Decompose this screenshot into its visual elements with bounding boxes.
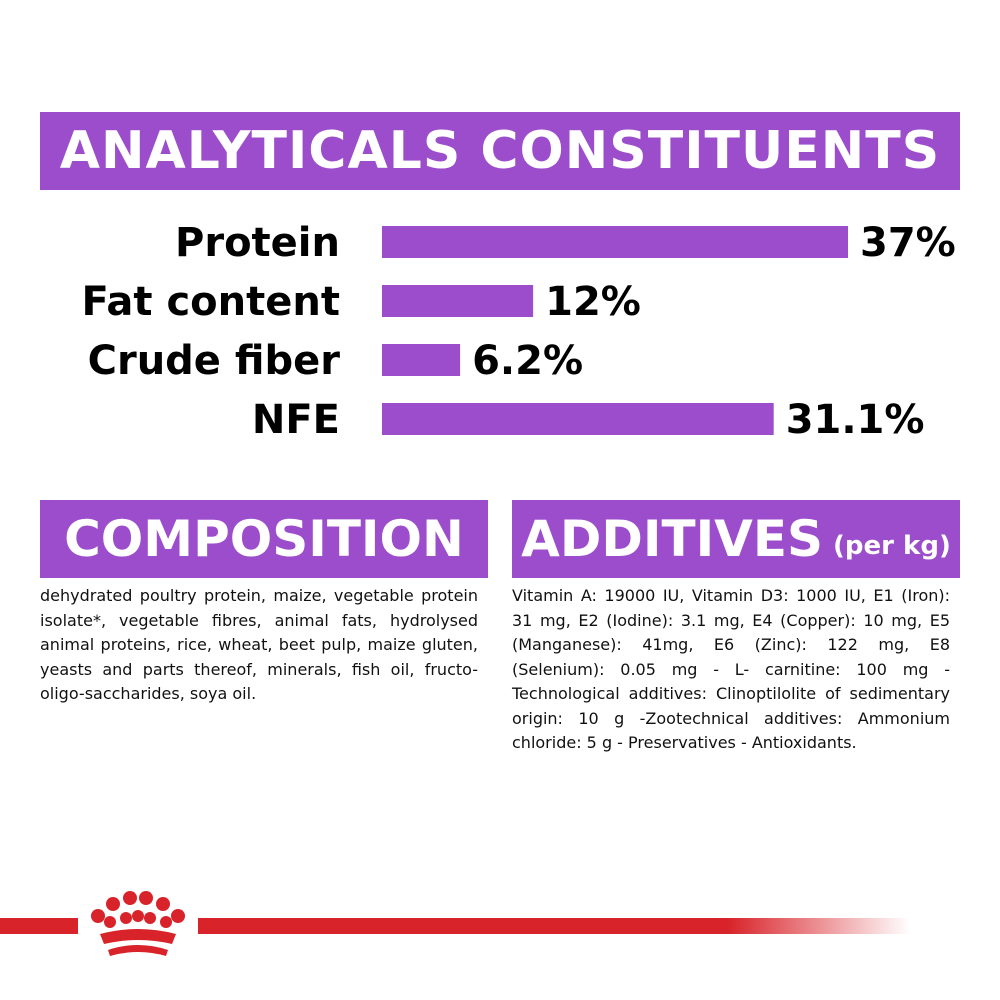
- value-label: 12%: [545, 279, 641, 325]
- category-label: Fat content: [81, 279, 340, 325]
- value-label: 31.1%: [785, 397, 925, 443]
- royal-crown-logo-icon: [78, 880, 198, 970]
- value-label: 37%: [860, 220, 956, 266]
- composition-banner: [40, 500, 488, 578]
- bar: [382, 226, 848, 258]
- analytics-title-banner: [40, 112, 960, 190]
- composition-text: dehydrated poultry protein, maize, vegetable protein isolate*, vegetable fibres, animal fats, hydrolysed animal proteins, rice, wheat, beet pulp, maize gluten, yeasts and parts thereof, minerals, fish oil, fructo-oligo-saccharides, soya oil.: [40, 586, 478, 703]
- additives-text: Vitamin A: 19000 IU, Vitamin D3: 1000 IU, E1 (Iron): 31 mg, E2 (Iodine): 3.1 mg, E4 (Copper): 10 mg, E5 (Manganese): 41mg, E6 (Zinc): 122 mg, E8 (Selenium): 0.05 mg - L- carnitine: 100 mg - Technological additives: Clinoptilolite of sedimentary origin: 10 g -Zootechnical additives: Ammonium chloride: 5 g - Preservatives - Antioxidants.: [512, 586, 950, 752]
- composition-title: COMPOSITION: [64, 510, 464, 568]
- additives-title: ADDITIVES: [521, 510, 824, 568]
- bar: [382, 403, 774, 435]
- analytics-title: ANALYTICALS CONSTITUENTS: [59, 121, 941, 181]
- category-label: Crude fiber: [87, 338, 340, 384]
- value-label: 6.2%: [472, 338, 584, 384]
- additives-banner: [512, 500, 960, 578]
- analytics-bar-chart: [0, 200, 1000, 460]
- additives-suffix: (per kg): [833, 531, 951, 561]
- bar: [382, 285, 533, 317]
- category-label: Protein: [175, 220, 340, 266]
- bar: [382, 344, 460, 376]
- category-label: NFE: [251, 397, 340, 443]
